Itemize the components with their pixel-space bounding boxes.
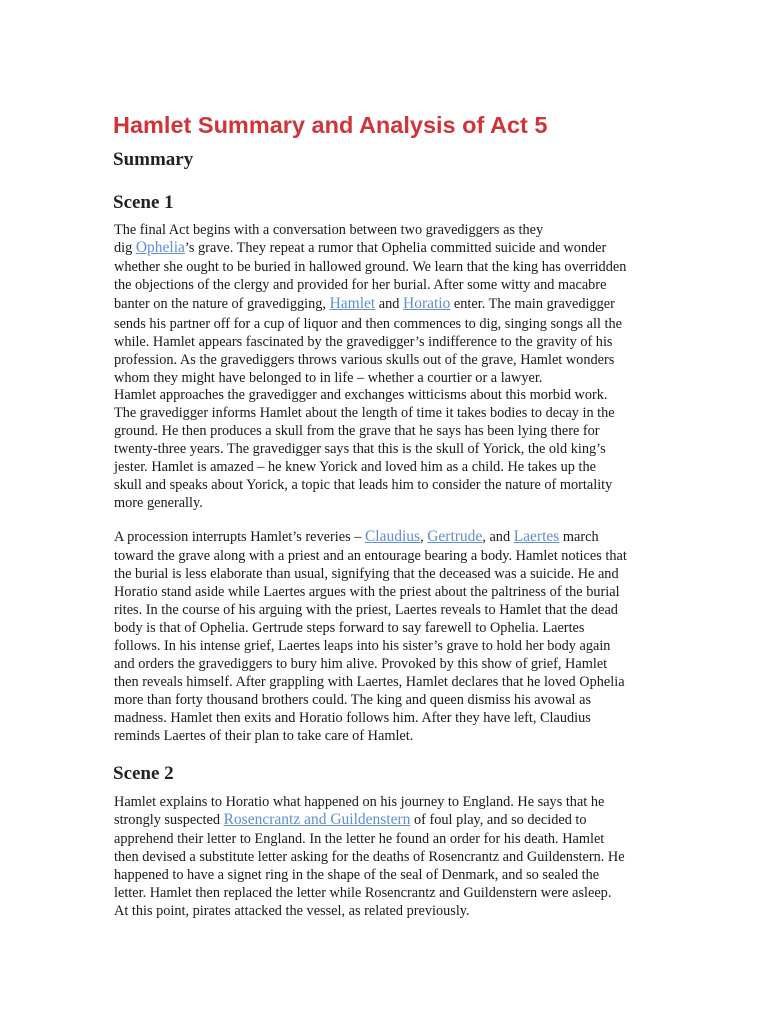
scene-2-heading: Scene 2 [113, 763, 174, 784]
text-line: Hamlet explains to Horatio what happened on his journey to England. He says that he [114, 794, 605, 810]
summary-heading: Summary [113, 149, 194, 170]
link-claudius[interactable]: Claudius [364, 528, 421, 545]
text-line: twenty-three years. The gravedigger says that this is the skull of Yorick, the old king’s [114, 441, 606, 457]
text-line: A procession interrupts Hamlet’s reveries – Claudius, Gertrude, and Laertes march [114, 528, 599, 545]
text-line: more than forty thousand brothers could. The king and queen dismiss his avowal as [114, 692, 592, 708]
scene-1-heading: Scene 1 [113, 192, 174, 213]
text-line: while. Hamlet appears fascinated by the gravedigger’s indifference to the gravity of his [114, 334, 613, 350]
text-line: The gravedigger informs Hamlet about the length of time it takes bodies to decay in the [114, 405, 615, 421]
text-line: dig Ophelia’s grave. They repeat a rumor that Ophelia committed suicide and wonder [114, 239, 607, 256]
link-laertes[interactable]: Laertes [513, 528, 560, 545]
text-line: body is that of Ophelia. Gertrude steps forward to say farewell to Ophelia. Laertes [114, 620, 585, 636]
link-hamlet[interactable]: Hamlet [329, 295, 376, 312]
text-line: toward the grave along with a priest and an entourage bearing a body. Hamlet notices that [114, 548, 627, 564]
text-line: whether she ought to be buried in hallowed ground. We learn that the king has overridden [114, 259, 627, 275]
text-line: follows. In his intense grief, Laertes leaps into his sister’s grave to hold her body again [114, 638, 611, 654]
text-line: banter on the nature of gravedigging, Hamlet and Horatio enter. The main gravedigger [114, 295, 615, 312]
text-line: letter. Hamlet then replaced the letter while Rosencrantz and Guildenstern were asleep. [114, 885, 612, 901]
text-line: Horatio stand aside while Laertes argues with the priest about the paltriness of the burial [114, 584, 620, 600]
text-line: profession. As the gravediggers throws various skulls out of the grave, Hamlet wonders [114, 352, 615, 368]
text-line: then devised a substitute letter asking for the deaths of Rosencrantz and Guildenstern. He [114, 849, 625, 865]
link-rosencrantz-and-guildenstern[interactable]: Rosencrantz and Guildenstern [223, 811, 411, 828]
text-line: apprehend their letter to England. In the letter he found an order for his death. Hamlet [114, 831, 605, 847]
text-line: strongly suspected Rosencrantz and Guildenstern of foul play, and so decided to [114, 811, 587, 828]
text-line: At this point, pirates attacked the vessel, as related previously. [114, 903, 470, 919]
text-line: more generally. [114, 495, 203, 511]
link-horatio[interactable]: Horatio [403, 295, 451, 312]
text-line: ground. He then produces a skull from the grave that he says has been lying there for [114, 423, 600, 439]
text-line: whom they might have belonged to in life – whether a courtier or a lawyer. [114, 370, 543, 386]
text-line: jester. Hamlet is amazed – he knew Yorick and loved him as a child. He takes up the [114, 459, 596, 475]
text-line: the burial is less elaborate than usual, signifying that the deceased was a suicide. He and [114, 566, 619, 582]
text-line: the objections of the clergy and provided for her burial. After some witty and macabre [114, 277, 607, 293]
text-line: Hamlet approaches the gravedigger and exchanges witticisms about this morbid work. [114, 387, 608, 403]
text-line: sends his partner off for a cup of liquor and then commences to dig, singing songs all the [114, 316, 622, 332]
text-line: skull and speaks about Yorick, a topic that leads him to consider the nature of mortality [114, 477, 613, 493]
text-line: happened to have a signet ring in the shape of the seal of Denmark, and so sealed the [114, 867, 600, 883]
text-line: then reveals himself. After grappling with Laertes, Hamlet declares that he loved Ophelia [114, 674, 625, 690]
text-line: and orders the gravediggers to bury him alive. Provoked by this show of grief, Hamlet [114, 656, 608, 672]
text-line: rites. In the course of his arguing with the priest, Laertes reveals to Hamlet that the dead [114, 602, 618, 618]
text-line: madness. Hamlet then exits and Horatio follows him. After they have left, Claudius [114, 710, 591, 726]
link-ophelia[interactable]: Ophelia [135, 239, 185, 256]
text-line: reminds Laertes of their plan to take care of Hamlet. [114, 728, 414, 744]
text-line: The final Act begins with a conversation between two gravediggers as they [114, 222, 544, 238]
link-gertrude[interactable]: Gertrude [427, 528, 483, 545]
page-title: Hamlet Summary and Analysis of Act 5 [113, 112, 548, 138]
